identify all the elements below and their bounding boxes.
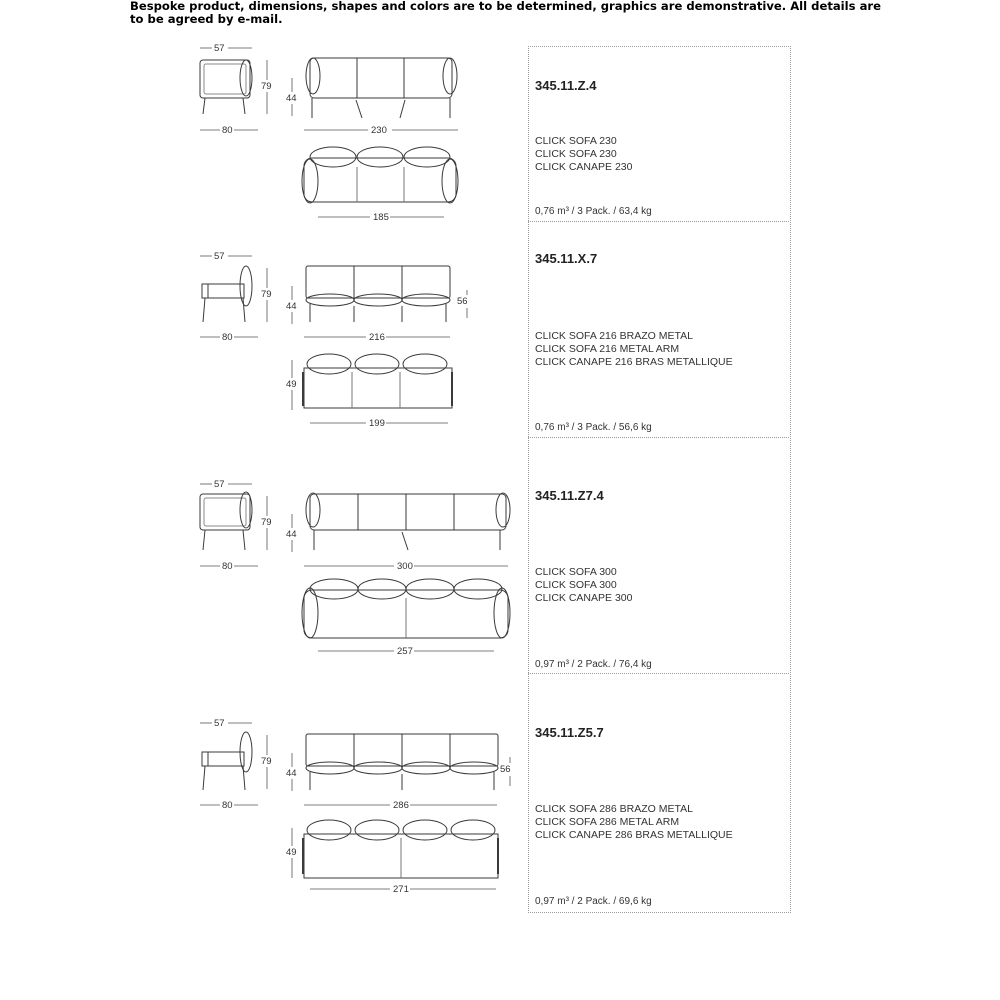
product-name: CLICK SOFA 216 METAL ARM [535, 343, 680, 355]
product-name: CLICK CANAPE 230 [535, 161, 633, 173]
dim-front-width: 230 [371, 125, 387, 136]
product-name: CLICK CANAPE 216 BRAS METALLIQUE [535, 356, 733, 368]
front-view-drawing [306, 493, 510, 550]
side-view-drawing [200, 60, 252, 114]
top-view-drawing [303, 820, 498, 878]
dim-side-width: 80 [222, 125, 233, 136]
dim-height: 79 [261, 81, 272, 92]
front-view-drawing [306, 266, 450, 322]
dim-top-depth: 49 [286, 379, 297, 390]
product-code: 345.11.Z7.4 [535, 488, 604, 503]
front-view-drawing [306, 58, 457, 118]
side-view-drawing [200, 492, 252, 550]
top-view-drawing [302, 579, 510, 638]
dim-height: 79 [261, 289, 272, 300]
dim-height: 79 [261, 517, 272, 528]
product-name: CLICK SOFA 300 [535, 566, 617, 578]
product-name: CLICK CANAPE 300 [535, 592, 633, 604]
dim-seat: 44 [286, 768, 297, 779]
dim-top-depth: 49 [286, 847, 297, 858]
dim-top-width: 257 [397, 646, 413, 657]
dim-top-width: 271 [393, 884, 409, 895]
front-view-drawing [306, 734, 498, 790]
product-code: 345.11.Z5.7 [535, 725, 604, 740]
side-view-drawing [202, 732, 252, 790]
product-name: CLICK SOFA 230 [535, 148, 617, 160]
pack-info: 0,76 m³ / 3 Pack. / 63,4 kg [535, 206, 652, 217]
dim-front-width: 216 [369, 332, 385, 343]
product-name: CLICK SOFA 216 BRAZO METAL [535, 330, 693, 342]
dim-front-width: 286 [393, 800, 409, 811]
dim-top-width: 185 [373, 212, 389, 223]
dim-arm-height: 56 [500, 764, 511, 775]
product-code: 345.11.X.7 [535, 251, 598, 266]
pack-info: 0,97 m³ / 2 Pack. / 69,6 kg [535, 896, 652, 907]
product-name: CLICK SOFA 230 [535, 135, 617, 147]
product-code: 345.11.Z.4 [535, 78, 597, 93]
dim-seat: 44 [286, 529, 297, 540]
notice-text: Bespoke product, dimensions, shapes and colors are to be determined, graphics are demonstrative. All details are to be agreed by e-mail. [130, 0, 881, 26]
pack-info: 0,97 m³ / 2 Pack. / 76,4 kg [535, 659, 652, 670]
dim-side-width: 80 [222, 800, 233, 811]
dim-side-depth: 57 [214, 43, 225, 54]
dim-top-width: 199 [369, 418, 385, 429]
pack-info: 0,76 m³ / 3 Pack. / 56,6 kg [535, 422, 652, 433]
dim-side-depth: 57 [214, 479, 225, 490]
product-name: CLICK CANAPE 286 BRAS METALLIQUE [535, 829, 733, 841]
dim-seat: 44 [286, 301, 297, 312]
top-view-drawing [302, 147, 458, 203]
dim-side-width: 80 [222, 332, 233, 343]
product-name: CLICK SOFA 300 [535, 579, 617, 591]
dim-height: 79 [261, 756, 272, 767]
side-view-drawing [202, 266, 252, 322]
dim-front-width: 300 [397, 561, 413, 572]
top-view-drawing [303, 354, 452, 408]
product-name: CLICK SOFA 286 BRAZO METAL [535, 803, 693, 815]
dim-side-width: 80 [222, 561, 233, 572]
dim-side-depth: 57 [214, 718, 225, 729]
dim-seat: 44 [286, 93, 297, 104]
dim-arm-height: 56 [457, 296, 468, 307]
product-name: CLICK SOFA 286 METAL ARM [535, 816, 680, 828]
dim-side-depth: 57 [214, 251, 225, 262]
